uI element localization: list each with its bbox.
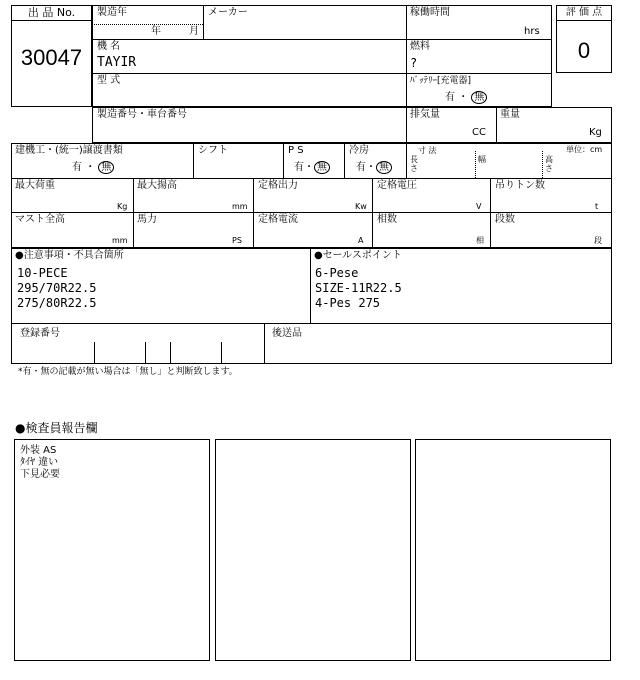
rated-current-unit: A	[358, 236, 364, 245]
fuel-value: ?	[410, 56, 418, 70]
displacement-label: 排気量	[410, 109, 440, 120]
battery-label: ﾊﾞｯﾃﾘｰ[充電器]	[410, 76, 472, 86]
displacement-unit: CC	[472, 127, 486, 138]
caution-line-2: 295/70R22.5	[17, 281, 97, 295]
sales-label: ●セールスポイント	[314, 250, 402, 261]
inspector-line-3: 下見必要	[20, 469, 60, 480]
inspector-line-1: 外装 AS	[20, 445, 57, 456]
notes-section	[11, 248, 612, 364]
model-name-value: TAYIR	[97, 55, 137, 70]
mast-height-unit: mm	[112, 236, 128, 245]
caution-line-1: 10-PECE	[17, 266, 68, 280]
horsepower-unit: PS	[232, 236, 242, 245]
hours-unit: hrs	[524, 26, 540, 37]
item-no-label: 出 品 No.	[27, 6, 76, 19]
rated-voltage-unit: V	[476, 202, 482, 211]
sales-line-2: SIZE-11R22.5	[315, 281, 402, 295]
inspector-line-2: ﾀｲﾔ 違い	[20, 457, 59, 468]
width-label: 幅	[478, 155, 486, 164]
inspector-title: ●検査員報告欄	[15, 421, 98, 435]
cooling-dot: ・	[366, 162, 376, 173]
cooling-yes: 有	[356, 162, 366, 173]
ps-yes: 有	[294, 162, 304, 173]
hours-label: 稼働時間	[410, 7, 450, 18]
year-label: 製造年	[97, 7, 127, 18]
mast-height-label: マスト全高	[15, 214, 65, 225]
rating-value: 0	[577, 38, 591, 63]
transfer-doc-dot: ・	[85, 162, 96, 173]
max-load-label: 最大荷重	[15, 180, 55, 191]
item-no-value: 30047	[20, 45, 83, 70]
ps-no-circled: 無	[314, 161, 330, 174]
spec-grid	[11, 143, 612, 248]
ps-options	[294, 161, 330, 174]
max-lift-label: 最大揚高	[137, 180, 177, 191]
dims-label: 寸 法	[418, 146, 437, 155]
rated-current-label: 定格電流	[258, 214, 298, 225]
battery-options	[445, 91, 487, 104]
cooling-options	[356, 161, 392, 174]
rated-output-unit: Kw	[355, 202, 367, 211]
footnote: *有・無の記載が無い場合は「無し」と判断致します。	[18, 367, 238, 377]
battery-yes: 有	[445, 92, 455, 103]
ps-label: P S	[288, 145, 304, 156]
registration-label: 登録番号	[20, 328, 60, 339]
phase-label: 相数	[377, 214, 397, 225]
height-label: 高 さ	[545, 155, 553, 173]
serial-label: 製造番号・車台番号	[97, 109, 187, 120]
stages-unit: 段	[594, 236, 602, 245]
transfer-doc-yes: 有	[72, 162, 82, 173]
transfer-doc-no-circled: 無	[98, 161, 114, 174]
cooling-no-circled: 無	[376, 161, 392, 174]
fuel-label: 燃料	[410, 41, 430, 52]
stages-label: 段数	[495, 214, 515, 225]
shift-label: シフト	[198, 145, 228, 156]
model-name-label: 機 名	[97, 41, 121, 52]
inspector-box-2	[215, 439, 411, 661]
weight-label: 重量	[500, 109, 520, 120]
length-label: 長 さ	[410, 155, 418, 173]
maker-label: メーカー	[208, 7, 248, 18]
sales-line-3: 4-Pes 275	[315, 296, 381, 310]
caution-line-3: 275/80R22.5	[17, 296, 97, 310]
max-load-unit: Kg	[117, 202, 128, 211]
rating-label: 評 価 点	[565, 7, 603, 18]
hoist-label: 吊りトン数	[495, 180, 545, 191]
weight-unit: Kg	[589, 127, 602, 138]
max-lift-unit: mm	[232, 202, 248, 211]
month-unit: 月	[189, 26, 199, 37]
unit-note: 単位：cm	[566, 145, 603, 154]
sales-line-1: 6-Pese	[315, 266, 359, 280]
transfer-doc-label: 建機工・(統一)譲渡書類	[15, 145, 123, 156]
type-label: 型 式	[97, 75, 121, 86]
rated-output-label: 定格出力	[258, 180, 298, 191]
year-unit: 年	[151, 26, 161, 37]
transfer-doc-options	[72, 161, 114, 174]
rated-voltage-label: 定格電圧	[377, 180, 417, 191]
cooling-label: 冷房	[349, 145, 369, 156]
caution-label: ●注意事項・不具合箇所	[15, 250, 124, 261]
battery-dot: ・	[458, 92, 469, 103]
inspector-box-3	[415, 439, 611, 661]
shipping-label: 後送品	[272, 328, 302, 339]
phase-unit: 相	[476, 236, 484, 245]
ps-dot: ・	[304, 162, 314, 173]
battery-no-circled: 無	[471, 91, 487, 104]
hoist-unit: t	[595, 202, 599, 211]
horsepower-label: 馬力	[137, 214, 157, 225]
